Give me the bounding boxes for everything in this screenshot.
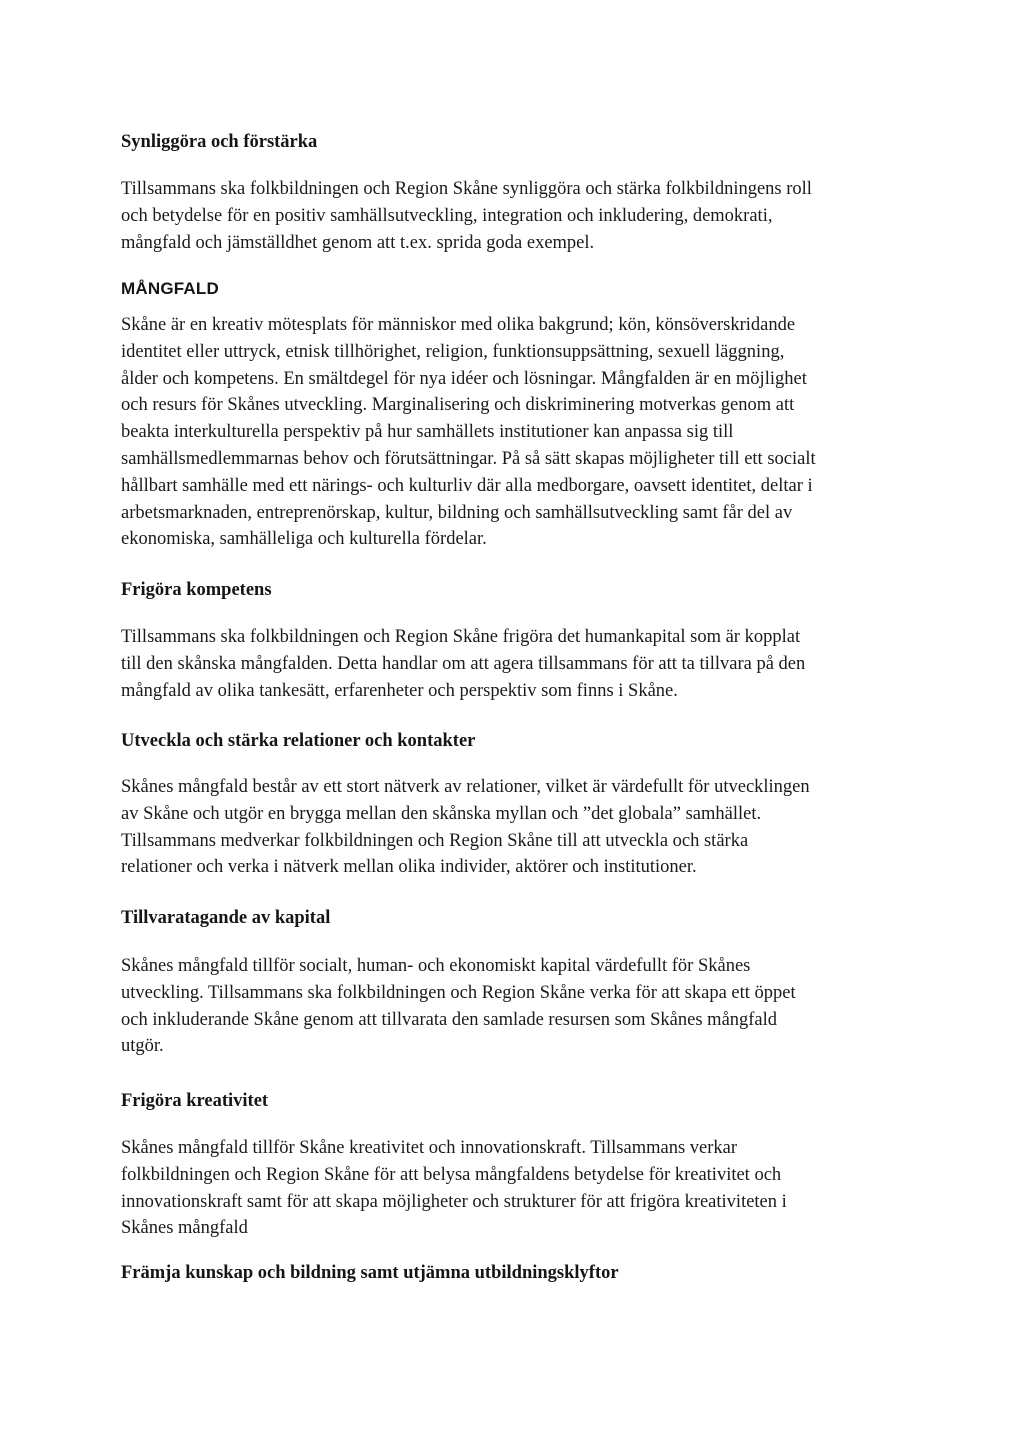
text-line: och inkluderande Skåne genom att tillvarata den samlade resursen som Skånes mångfald [121,1009,778,1030]
text-line: mångfald och jämställdhet genom att t.ex. sprida goda exempel. [121,232,595,253]
section-body-utveckla-relationer [121,774,911,881]
text-line: beakta interkulturella perspektiv på hur samhällets institutioner kan anpassa sig till [121,422,734,443]
text-line: innovationskraft samt för att skapa möjligheter och strukturer för att frigöra kreativiteten i [121,1191,787,1212]
section-body-frigora-kreativitet [121,1135,911,1242]
text-line: identitet eller uttryck, etnisk tillhörighet, religion, funktionsuppsättning, sexuell läggning, [121,341,785,362]
text-line: hållbart samhälle med ett närings- och kulturliv där alla medborgare, oavsett identitet, deltar i [121,475,813,496]
text-line: Skånes mångfald består av ett stort nätverk av relationer, vilket är värdefullt för utvecklingen [121,777,810,797]
text-line: samhällsmedlemmarnas behov och förutsättningar. På så sätt skapas möjligheter till ett socialt [121,448,816,469]
text-line: arbetsmarknaden, entreprenörskap, kultur, bildning och samhällsutveckling samt får del av [121,502,793,523]
text-line: och resurs för Skånes utveckling. Marginalisering och diskriminering motverkas genom att [121,395,795,416]
text-line: folkbildningen och Region Skåne för att belysa mångfaldens betydelse för kreativitet och [121,1164,782,1185]
text-line: Skånes mångfald tillför Skåne kreativitet och innovationskraft. Tillsammans verkar [121,1138,738,1158]
text-line: Tillsammans medverkar folkbildningen och Region Skåne till att utveckla och stärka [121,830,749,851]
text-line: ekonomiska, samhälleliga och kulturella fördelar. [121,529,487,550]
text-line: Tillsammans ska folkbildningen och Region Skåne frigöra det humankapital som är kopplat [121,627,801,647]
section-heading-framja-kunskap: Främja kunskap och bildning samt utjämna utbildningsklyftor [121,1263,619,1283]
section-heading-frigora-kreativitet: Frigöra kreativitet [121,1091,269,1111]
text-line: Skånes mångfald tillför socialt, human- och ekonomiskt kapital värdefullt för Skånes [121,956,751,976]
text-line: relationer och verka i nätverk mellan olika individer, aktörer och institutioner. [121,857,697,878]
section-body-synliggora [121,176,911,256]
text-line: utveckling. Tillsammans ska folkbildningen och Region Skåne verka för att skapa ett öppet [121,982,796,1003]
section-heading-utveckla-relationer: Utveckla och stärka relationer och kontakter [121,731,476,751]
text-line: ålder och kompetens. En smältdegel för nya idéer och lösningar. Mångfalden är en möjlighet [121,368,807,389]
section-body-mangfald [121,312,911,553]
section-heading-synliggora: Synliggöra och förstärka [121,132,318,152]
text-line: Skånes mångfald [121,1218,248,1239]
text-line: och betydelse för en positiv samhällsutveckling, integration och inkludering, demokrati, [121,205,773,226]
section-heading-mangfald: MÅNGFALD [121,279,219,298]
text-line: mångfald av olika tankesätt, erfarenheter och perspektiv som finns i Skåne. [121,680,678,701]
section-body-tillvaratagande [121,953,911,1060]
text-line: av Skåne och utgör en brygga mellan den skånska myllan och ”det globala” samhället. [121,803,762,824]
section-heading-frigora-kompetens: Frigöra kompetens [121,580,272,600]
section-body-frigora-kompetens [121,624,911,704]
text-line: Tillsammans ska folkbildningen och Region Skåne synliggöra och stärka folkbildningens roll [121,179,812,199]
text-line: utgör. [121,1036,164,1057]
text-line: till den skånska mångfalden. Detta handlar om att agera tillsammans för att ta tillvara på den [121,653,806,674]
section-heading-tillvaratagande: Tillvaratagande av kapital [121,908,331,928]
text-line: Skåne är en kreativ mötesplats för människor med olika bakgrund; kön, könsöverskridande [121,315,796,335]
